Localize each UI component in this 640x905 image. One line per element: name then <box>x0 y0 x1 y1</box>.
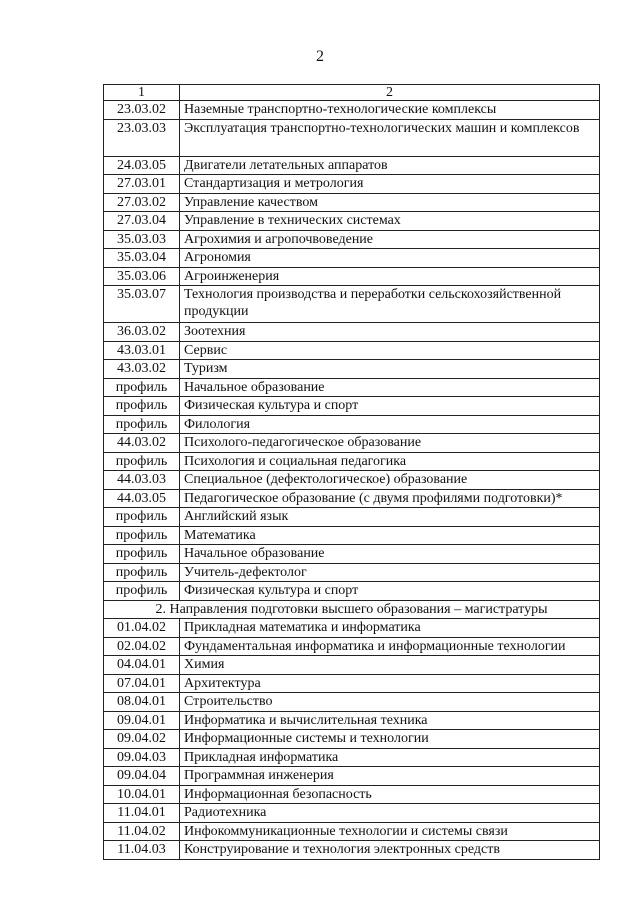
row-name: Программная инженерия <box>180 767 600 786</box>
table-row <box>104 711 600 730</box>
row-code: профиль <box>104 415 180 434</box>
row-name: Строительство <box>180 693 600 712</box>
row-name: Технология производства и переработки сельскохозяйственной продукции <box>180 286 600 323</box>
row-code: 01.04.02 <box>104 619 180 638</box>
table-row <box>104 378 600 397</box>
row-code: 44.03.02 <box>104 434 180 453</box>
row-name: Физическая культура и спорт <box>180 582 600 601</box>
row-code: профиль <box>104 545 180 564</box>
row-name: Филология <box>180 415 600 434</box>
row-code: профиль <box>104 563 180 582</box>
table-row <box>104 341 600 360</box>
row-code: профиль <box>104 378 180 397</box>
row-name: Наземные транспортно-технологические комплексы <box>180 101 600 120</box>
table-row <box>104 822 600 841</box>
row-name: Учитель-дефектолог <box>180 563 600 582</box>
row-code: 27.03.01 <box>104 175 180 194</box>
row-code: 08.04.01 <box>104 693 180 712</box>
row-code: 09.04.02 <box>104 730 180 749</box>
table-row <box>104 397 600 416</box>
row-name: Архитектура <box>180 674 600 693</box>
row-code: 09.04.04 <box>104 767 180 786</box>
table-row <box>104 101 600 120</box>
row-code: профиль <box>104 452 180 471</box>
row-name: Физическая культура и спорт <box>180 397 600 416</box>
row-code: 36.03.02 <box>104 323 180 342</box>
table-row <box>104 415 600 434</box>
row-name: Конструирование и технология электронных средств <box>180 841 600 860</box>
table-row <box>104 230 600 249</box>
row-code: профиль <box>104 397 180 416</box>
row-code: профиль <box>104 526 180 545</box>
row-code: 23.03.03 <box>104 119 180 156</box>
row-code: 10.04.01 <box>104 785 180 804</box>
row-code: 02.04.02 <box>104 637 180 656</box>
row-name: Зоотехния <box>180 323 600 342</box>
table-row <box>104 434 600 453</box>
row-name: Управление качеством <box>180 193 600 212</box>
table-row <box>104 489 600 508</box>
row-name: Агроинженерия <box>180 267 600 286</box>
row-name: Педагогическое образование (с двумя профилями подготовки)* <box>180 489 600 508</box>
row-name: Фундаментальная информатика и информационные технологии <box>180 637 600 656</box>
row-code: 43.03.01 <box>104 341 180 360</box>
row-name: Агрохимия и агропочвоведение <box>180 230 600 249</box>
table-row <box>104 212 600 231</box>
table-row <box>104 730 600 749</box>
row-code: 35.03.03 <box>104 230 180 249</box>
table-header-row <box>104 85 600 101</box>
table-row <box>104 767 600 786</box>
table-row <box>104 286 600 323</box>
row-code: профиль <box>104 508 180 527</box>
row-name: Прикладная информатика <box>180 748 600 767</box>
row-code: 24.03.05 <box>104 156 180 175</box>
row-code: 35.03.04 <box>104 249 180 268</box>
row-code: 11.04.01 <box>104 804 180 823</box>
row-name: Информационная безопасность <box>180 785 600 804</box>
page-number: 2 <box>316 48 324 65</box>
row-name: Психология и социальная педагогика <box>180 452 600 471</box>
column-header: 1 <box>104 85 180 101</box>
row-name: Начальное образование <box>180 378 600 397</box>
row-name: Агрономия <box>180 249 600 268</box>
table-row <box>104 119 600 156</box>
table-row <box>104 267 600 286</box>
table-row <box>104 804 600 823</box>
row-code: 23.03.02 <box>104 101 180 120</box>
table-row <box>104 545 600 564</box>
table-row <box>104 156 600 175</box>
table-row <box>104 841 600 860</box>
row-code: 44.03.05 <box>104 489 180 508</box>
row-name: Английский язык <box>180 508 600 527</box>
table-row <box>104 748 600 767</box>
column-header: 2 <box>180 85 600 101</box>
section-row <box>104 600 600 619</box>
row-code: 43.03.02 <box>104 360 180 379</box>
row-code: 35.03.07 <box>104 286 180 323</box>
row-code: 07.04.01 <box>104 674 180 693</box>
table-row <box>104 526 600 545</box>
table-row <box>104 323 600 342</box>
row-code: 27.03.02 <box>104 193 180 212</box>
table-row <box>104 563 600 582</box>
row-name: Сервис <box>180 341 600 360</box>
table-row <box>104 452 600 471</box>
row-code: 09.04.03 <box>104 748 180 767</box>
table-row <box>104 360 600 379</box>
row-name: Прикладная математика и информатика <box>180 619 600 638</box>
table-row <box>104 674 600 693</box>
table-row <box>104 637 600 656</box>
row-name: Эксплуатация транспортно-технологических машин и комплексов <box>180 119 600 156</box>
row-code: 27.03.04 <box>104 212 180 231</box>
row-name: Управление в технических системах <box>180 212 600 231</box>
row-name: Математика <box>180 526 600 545</box>
row-name: Радиотехника <box>180 804 600 823</box>
specialties-table <box>103 84 600 860</box>
section-title: 2. Направления подготовки высшего образования – магистратуры <box>104 600 600 619</box>
table-row <box>104 785 600 804</box>
row-code: 44.03.03 <box>104 471 180 490</box>
row-code: 04.04.01 <box>104 656 180 675</box>
table-row <box>104 175 600 194</box>
table-row <box>104 508 600 527</box>
table-row <box>104 619 600 638</box>
table-row <box>104 656 600 675</box>
row-code: 35.03.06 <box>104 267 180 286</box>
row-name: Туризм <box>180 360 600 379</box>
table-row <box>104 471 600 490</box>
row-name: Двигатели летательных аппаратов <box>180 156 600 175</box>
row-name: Стандартизация и метрология <box>180 175 600 194</box>
table-row <box>104 582 600 601</box>
row-code: 11.04.03 <box>104 841 180 860</box>
table-row <box>104 693 600 712</box>
row-name: Информационные системы и технологии <box>180 730 600 749</box>
row-name: Психолого-педагогическое образование <box>180 434 600 453</box>
table-row <box>104 249 600 268</box>
row-name: Начальное образование <box>180 545 600 564</box>
row-name: Информатика и вычислительная техника <box>180 711 600 730</box>
row-name: Инфокоммуникационные технологии и системы связи <box>180 822 600 841</box>
row-name: Химия <box>180 656 600 675</box>
row-code: 11.04.02 <box>104 822 180 841</box>
row-code: 09.04.01 <box>104 711 180 730</box>
row-name: Специальное (дефектологическое) образование <box>180 471 600 490</box>
table-row <box>104 193 600 212</box>
row-code: профиль <box>104 582 180 601</box>
